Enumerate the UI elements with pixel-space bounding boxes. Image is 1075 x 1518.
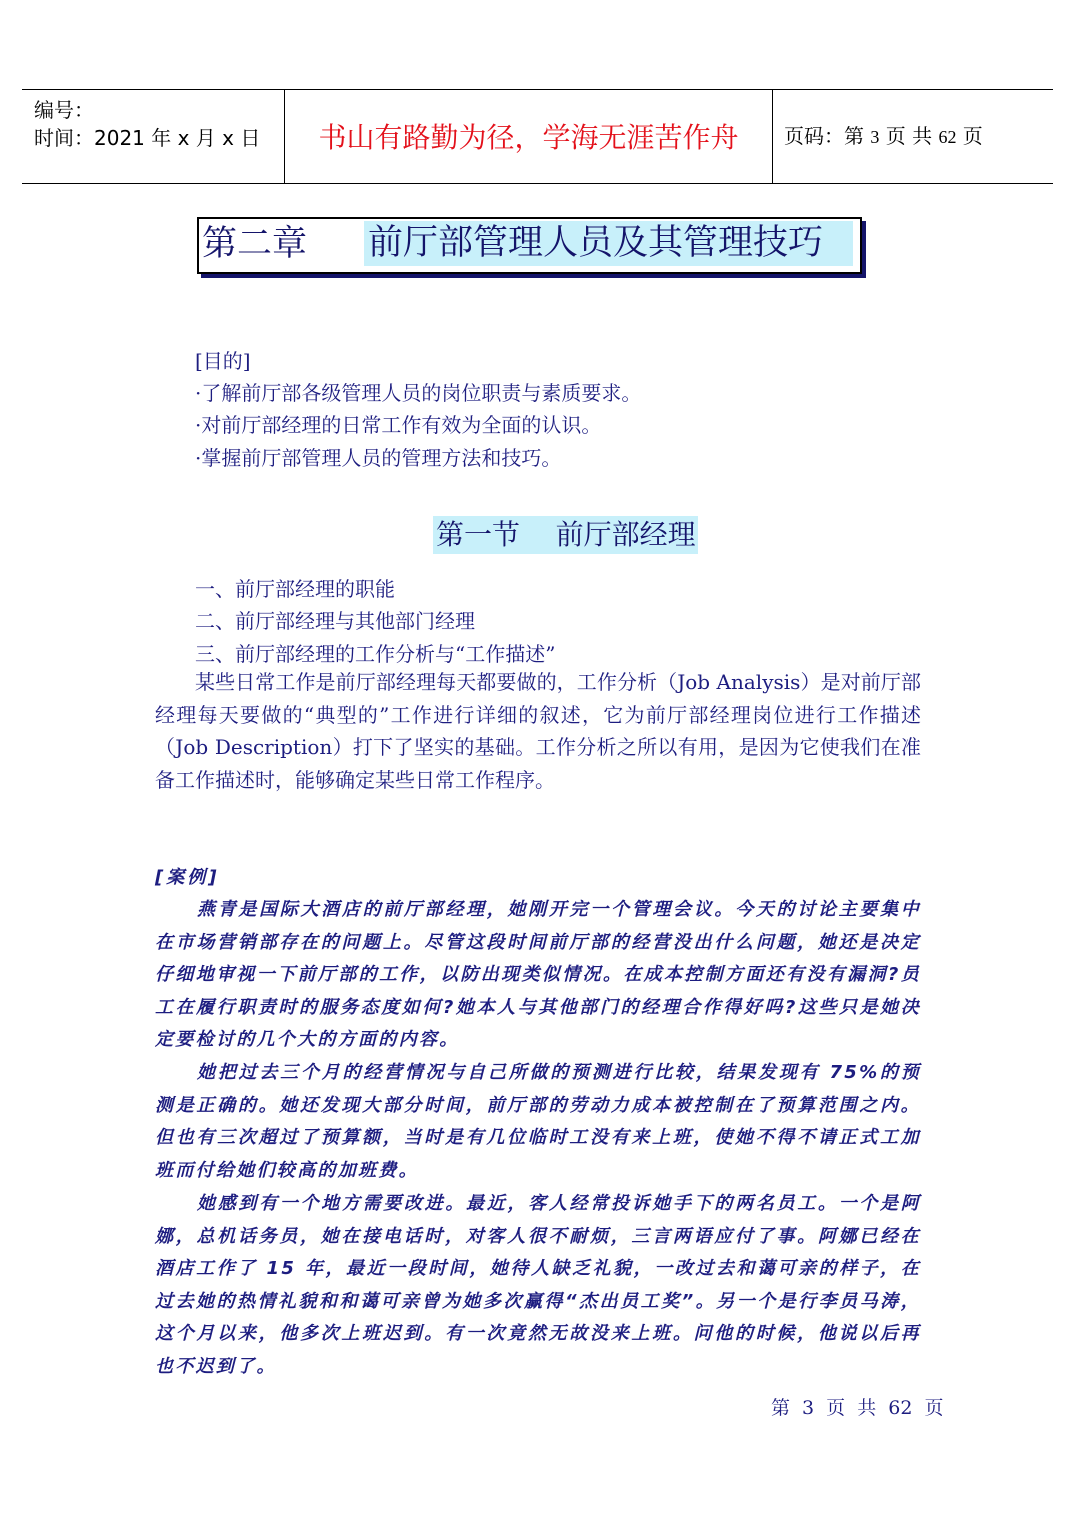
- objective-item: ·掌握前厅部管理人员的管理方法和技巧。: [195, 446, 562, 470]
- page-suffix: 页: [962, 124, 983, 148]
- page-indicator: [784, 120, 983, 149]
- serial-label: 编号：: [34, 98, 94, 122]
- outline-item: 三、前厅部经理的工作分析与“工作描述”: [195, 642, 556, 666]
- case-paragraph: 燕青是国际大酒店的前厅部经理，她刚开完一个管理会议。今天的讨论主要集中在市场营销部存在的问题上。尽管这段时间前厅部的经营没出什么问题，她还是决定仔细地审视一下前厅部的工作，以防出现类似情况。在成本控制方面还有没有漏洞?员工在履行职责时的服务态度如何?她本人与其他部门的经理合作得好吗?这些只是她决定要检讨的几个大的方面的内容。: [155, 899, 921, 1051]
- outline-item: 二、前厅部经理与其他部门经理: [195, 609, 475, 633]
- page-mid: 页 共: [885, 124, 933, 148]
- page-current: 3: [870, 127, 880, 147]
- chapter-title-box: [197, 217, 862, 274]
- body-paragraph: 某些日常工作是前厅部经理每天都要做的，工作分析（Job Analysis）是对前厅部经理每天要做的“典型的”工作进行详细的叙述，它为前厅部经理岗位进行工作描述（Job Description）打下了坚实的基础。工作分析之所以有用，是因为它使我们在准备工作描述时，能够确定某些日常工作程序。: [155, 670, 921, 792]
- page-prefix: 页码：第: [784, 124, 864, 148]
- objective-item: ·对前厅部经理的日常工作有效为全面的认识。: [195, 413, 602, 437]
- motto-text: 书山有路勤为径，学海无涯苦作舟: [318, 120, 739, 154]
- chapter-number: 第二章: [202, 224, 308, 264]
- objective-item: ·了解前厅部各级管理人员的岗位职责与素质要求。: [195, 381, 642, 405]
- section-title: 第一节 前厅部经理: [433, 516, 698, 554]
- page-total: 62: [938, 127, 957, 147]
- chapter-title: 前厅部管理人员及其管理技巧: [364, 221, 853, 266]
- time-label: 时间：2021 年 x 月 x 日: [34, 126, 261, 150]
- page-header: [22, 89, 1053, 184]
- header-page-cell: [772, 90, 1053, 183]
- page-footer: 第 3 页 共 62 页: [771, 1397, 944, 1419]
- outline-item: 一、前厅部经理的职能: [195, 577, 395, 601]
- objectives-heading: [目的]: [195, 349, 251, 373]
- header-motto-cell: [284, 90, 773, 183]
- case-paragraph: 她感到有一个地方需要改进。最近，客人经常投诉她手下的两名员工。一个是阿娜，总机话务员，她在接电话时，对客人很不耐烦，三言两语应付了事。阿娜已经在酒店工作了 15 年，最近一段时间，她待人缺乏礼貌，一改过去和蔼可亲的样子，在过去她的热情礼貌和和蔼可亲曾为她多次赢得“杰出员工奖”。另一个是行李员马涛，这个月以来，他多次上班迟到。有一次竟然无故没来上班。问他的时候，他说以后再也不迟到了。: [155, 1193, 921, 1377]
- case-paragraph: 她把过去三个月的经营情况与自己所做的预测进行比较，结果发现有 75%的预测是正确的。她还发现大部分时间，前厅部的劳动力成本被控制在了预算范围之内。但也有三次超过了预算额，当时是有几位临时工没有来上班，使她不得不请正式工加班而付给她们较高的加班费。: [155, 1062, 921, 1181]
- case-heading: [案例]: [155, 867, 220, 888]
- header-meta-cell: [22, 90, 284, 183]
